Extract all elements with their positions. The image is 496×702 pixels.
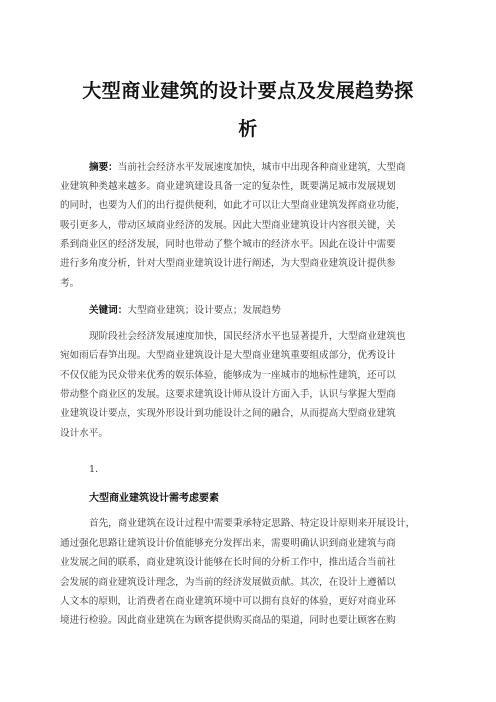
keywords-line (89, 305, 281, 317)
section-line-6: 境进行检验。因此商业建筑在为顾客提供购买商品的渠道，同时也要让顾客在购 (60, 615, 396, 626)
document-title-line-1: 大型商业建筑的设计要点及发展趋势探 (82, 80, 414, 102)
keywords-text: 大型商业建筑；设计要点；发展趋势 (127, 305, 281, 316)
abstract-line-5: 系到商业区的经济发展，同时也带动了整个城市的经济水平。因此在设计中需要 (60, 239, 396, 250)
abstract-line-2: 业建筑种类越来越多。商业建筑建设具备一定的复杂性，既要满足城市发展规划 (60, 181, 396, 192)
section-line-3: 业发展之间的联系，商业建筑设计能够在长时间的分析工作中，推出适合当前社 (60, 557, 396, 568)
abstract-line-7: 考。 (60, 278, 80, 289)
section-line-1: 首先，商业建筑在设计过程中需要秉承特定思路、特定设计原则来开展设计， (89, 518, 416, 529)
intro-line-4: 带动整个商业区的发展。这要求建筑设计师从设计方面入手，认识与掌握大型商 (60, 389, 396, 400)
intro-line-6: 设计水平。 (60, 428, 108, 439)
abstract-text: 当前社会经济水平发展速度加快，城市中出现各种商业建筑，大型商 (117, 162, 406, 173)
intro-line-2: 宛如雨后春笋出现。大型商业建筑设计是大型商业建筑重要组成部分，优秀设计 (60, 350, 396, 361)
abstract-label: 摘要： (89, 162, 118, 173)
intro-line-3: 不仅仅能为民众带来优秀的娱乐体验，能够成为一座城市的地标性建筑，还可以 (60, 370, 396, 381)
section-heading: 大型商业建筑设计需考虑要素 (89, 493, 219, 504)
abstract-line-4: 吸引更多人，带动区域商业经济的发展。因此大型商业建筑设计内容很关键，关 (60, 220, 396, 231)
section-line-5: 人文本的原则，让消费者在商业建筑环境中可以拥有良好的体验，更好对商业环 (60, 596, 396, 607)
intro-line-5: 业建筑设计要点，实现外形设计到功能设计之间的融合，从而提高大型商业建筑 (60, 408, 396, 419)
abstract-line-1 (89, 162, 406, 174)
document-title-line-2: 析 (238, 118, 258, 140)
abstract-line-3: 的同时，也要为人们的出行提供便利，如此才可以让大型商业建筑发挥商业功能， (60, 200, 406, 211)
abstract-line-6: 进行多角度分析，针对大型商业建筑设计进行阐述，为大型商业建筑设计提供参 (60, 258, 396, 269)
section-line-2: 通过强化思路让建筑设计价值能够充分发挥出来，需要明确认识到商业建筑与商 (60, 538, 396, 549)
intro-line-1: 现阶段社会经济发展速度加快，国民经济水平也显著提升，大型商业建筑也 (89, 331, 406, 342)
keywords-label: 关键词： (89, 305, 128, 316)
section-line-4: 会发展的商业建筑设计理念，为当前的经济发展做贡献。其次，在设计上遵循以 (60, 577, 396, 588)
section-number: 1. (89, 464, 99, 475)
